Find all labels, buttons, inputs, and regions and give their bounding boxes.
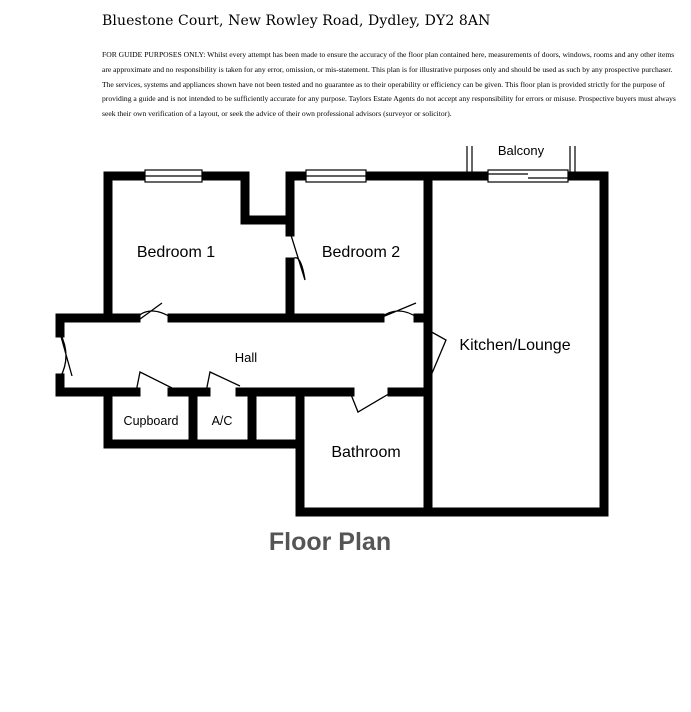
door-ac xyxy=(206,372,240,392)
door-hall-entry xyxy=(60,333,72,378)
label-hall: Hall xyxy=(234,350,258,365)
wall-hall-left-bottom xyxy=(60,378,108,392)
property-address: Bluestone Court, New Rowley Road, Dydley, DY2 8AN xyxy=(102,13,491,29)
label-kitchen-lounge: Kitchen/Lounge xyxy=(459,337,571,354)
door-cupboard xyxy=(136,372,172,392)
label-bedroom1: Bedroom 1 xyxy=(136,244,216,261)
label-ac: A/C xyxy=(211,414,233,428)
label-bedroom2: Bedroom 2 xyxy=(321,244,401,261)
label-balcony: Balcony xyxy=(497,143,545,158)
door-bathroom xyxy=(350,392,392,412)
label-bathroom: Bathroom xyxy=(331,444,401,461)
plan-title: Floor Plan xyxy=(268,528,392,556)
disclaimer-text: FOR GUIDE PURPOSES ONLY: Whilst every attempt has been made to ensure the accuracy of the floor plan contained here, measurements of doors, windows, rooms and any other items are approximate and no responsibility is taken for any error, omission, or mis-statement. This plan is for illustrative purposes only and should be used as such by any prospective purchaser. The services, systems and appliances shown have not been tested and no guarantee as to their operability or efficiency can be given. This floor plan is provided strictly for the purpose of providing a guide and is not intended to be sufficiently accurate for any purpose. Taylors Estate Agents do not accept any responsibility for errors or misuse. Prospective buyers must always seek their own verification of a layout, or seek the advice of their own professional advisors (surveyor or solicitor). xyxy=(102,50,676,119)
wall-hall-left-top xyxy=(60,318,108,333)
label-cupboard: Cupboard xyxy=(123,414,179,428)
balcony-door xyxy=(488,170,568,182)
wall-notch xyxy=(245,176,290,220)
door-kitchen xyxy=(380,303,418,318)
door-bedroom1 xyxy=(136,303,172,322)
